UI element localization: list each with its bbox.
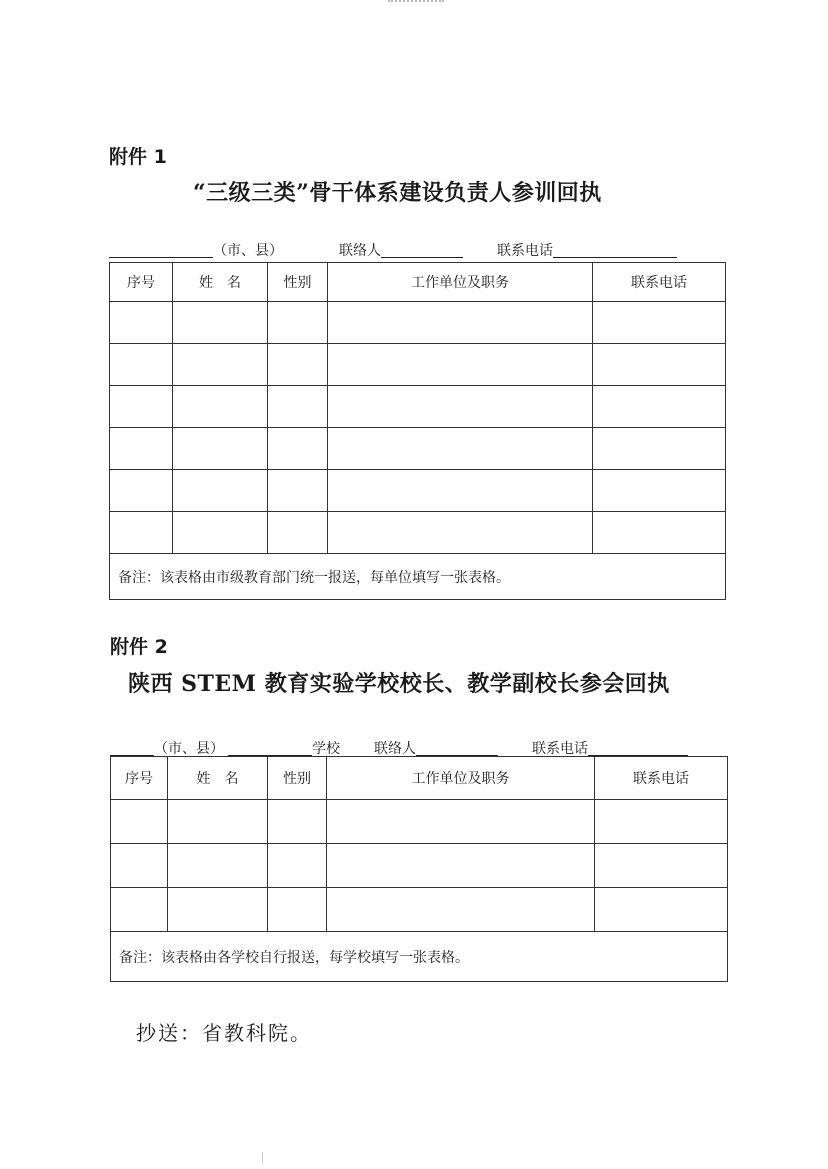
table-row — [110, 470, 726, 512]
table-cell[interactable] — [328, 302, 593, 344]
header-name: 姓 名 — [168, 757, 268, 800]
table-cell[interactable] — [268, 470, 328, 512]
table-cell[interactable] — [595, 800, 728, 844]
table-cell[interactable] — [268, 512, 328, 554]
phone-blank[interactable] — [588, 739, 688, 756]
table-cell[interactable] — [268, 800, 327, 844]
table-cell[interactable] — [595, 888, 728, 932]
header-phone: 联系电话 — [595, 757, 728, 800]
table-cell[interactable] — [110, 470, 173, 512]
table-cell[interactable] — [593, 470, 726, 512]
table-cell[interactable] — [268, 844, 327, 888]
table-cell[interactable] — [593, 344, 726, 386]
table-cell[interactable] — [110, 386, 173, 428]
table-cell[interactable] — [173, 512, 268, 554]
contact-blank[interactable] — [381, 241, 463, 258]
header-gender: 性别 — [268, 263, 328, 302]
table-cell[interactable] — [268, 386, 328, 428]
school-blank[interactable] — [228, 739, 312, 756]
table-note-row — [110, 554, 726, 600]
table-cell[interactable] — [110, 428, 173, 470]
table-cell[interactable] — [328, 470, 593, 512]
table-cell[interactable] — [173, 428, 268, 470]
table-row — [110, 386, 726, 428]
city-label: （市、县） — [213, 243, 283, 259]
attachment-1-fields — [109, 240, 677, 260]
city-blank[interactable] — [109, 241, 213, 258]
table-header-row — [110, 263, 726, 302]
table-row — [111, 844, 728, 888]
table-row — [111, 888, 728, 932]
table-row — [110, 428, 726, 470]
table-row — [110, 512, 726, 554]
attachment-2-table — [110, 756, 728, 982]
table-cell[interactable] — [328, 344, 593, 386]
table-cell[interactable] — [268, 888, 327, 932]
phone-label: 联系电话 — [497, 243, 553, 259]
table-cell[interactable] — [110, 344, 173, 386]
table-note: 备注：该表格由各学校自行报送，每学校填写一张表格。 — [111, 932, 728, 982]
table-cell[interactable] — [328, 386, 593, 428]
table-cell[interactable] — [268, 302, 328, 344]
attachment-2-fields — [110, 738, 688, 758]
table-cell[interactable] — [111, 800, 168, 844]
header-name: 姓 名 — [173, 263, 268, 302]
city-label: （市、县） — [154, 741, 224, 757]
table-cell[interactable] — [593, 386, 726, 428]
table-cell[interactable] — [327, 800, 595, 844]
header-gender: 性别 — [268, 757, 327, 800]
table-cell[interactable] — [593, 512, 726, 554]
attachment-2-label: 附件 2 — [110, 636, 168, 658]
attachment-1-title: “三级三类”骨干体系建设负责人参训回执 — [193, 180, 602, 206]
table-cell[interactable] — [168, 888, 268, 932]
attachment-2-title: 陕西 STEM 教育实验学校校长、教学副校长参会回执 — [128, 671, 670, 697]
contact-label: 联络人 — [339, 243, 381, 259]
table-cell[interactable] — [268, 428, 328, 470]
contact-label: 联络人 — [374, 741, 416, 757]
table-cell[interactable] — [268, 344, 328, 386]
scan-artifact — [388, 0, 444, 8]
table-cell[interactable] — [111, 888, 168, 932]
table-note: 备注：该表格由市级教育部门统一报送，每单位填写一张表格。 — [110, 554, 726, 600]
table-cell[interactable] — [327, 844, 595, 888]
table-cell[interactable] — [168, 800, 268, 844]
table-cell[interactable] — [168, 844, 268, 888]
table-cell[interactable] — [111, 844, 168, 888]
table-cell[interactable] — [327, 888, 595, 932]
header-index: 序号 — [110, 263, 173, 302]
table-cell[interactable] — [593, 428, 726, 470]
table-row — [111, 800, 728, 844]
table-cell[interactable] — [110, 512, 173, 554]
header-phone: 联系电话 — [593, 263, 726, 302]
table-cell[interactable] — [110, 302, 173, 344]
table-row — [110, 344, 726, 386]
table-cell[interactable] — [328, 428, 593, 470]
table-note-row — [111, 932, 728, 982]
table-cell[interactable] — [593, 302, 726, 344]
table-cell[interactable] — [595, 844, 728, 888]
phone-label: 联系电话 — [532, 741, 588, 757]
table-cell[interactable] — [173, 470, 268, 512]
header-workplace: 工作单位及职务 — [328, 263, 593, 302]
contact-blank[interactable] — [416, 739, 498, 756]
table-row — [110, 302, 726, 344]
table-cell[interactable] — [173, 302, 268, 344]
attachment-1-table — [109, 262, 726, 600]
phone-blank[interactable] — [553, 241, 677, 258]
table-header-row — [111, 757, 728, 800]
table-cell[interactable] — [173, 344, 268, 386]
scan-artifact — [262, 1152, 263, 1164]
header-index: 序号 — [111, 757, 168, 800]
table-cell[interactable] — [173, 386, 268, 428]
city-blank[interactable] — [110, 739, 154, 756]
attachment-1-label: 附件 1 — [109, 146, 167, 168]
header-workplace: 工作单位及职务 — [327, 757, 595, 800]
cc-line: 抄送：省教科院。 — [136, 1021, 312, 1045]
school-label: 学校 — [312, 741, 340, 757]
table-cell[interactable] — [328, 512, 593, 554]
